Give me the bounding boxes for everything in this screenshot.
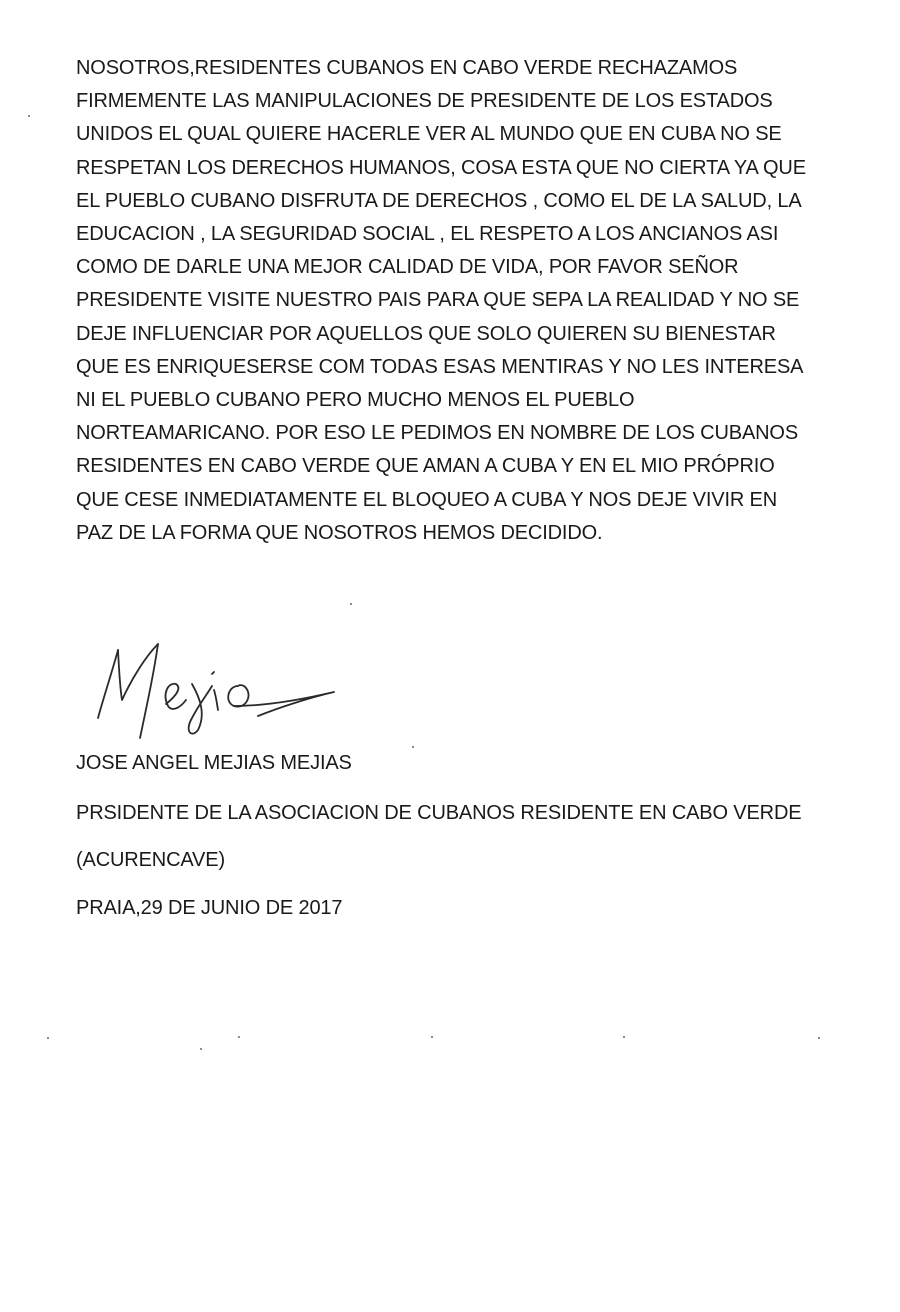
- letter-line: EL PUEBLO CUBANO DISFRUTA DE DERECHOS , COMO EL DE LA SALUD, LA: [76, 189, 802, 212]
- letter-line: FIRMEMENTE LAS MANIPULACIONES DE PRESIDENTE DE LOS ESTADOS: [76, 90, 773, 113]
- letter-line: RESIDENTES EN CABO VERDE QUE AMAN A CUBA Y EN EL MIO PRÓPRIO: [76, 455, 775, 478]
- scan-speck: [412, 746, 414, 748]
- place-and-date: PRAIA,29 DE JUNIO DE 2017: [76, 897, 343, 919]
- letter-line: COMO DE DARLE UNA MEJOR CALIDAD DE VIDA, POR FAVOR SEÑOR: [76, 256, 739, 279]
- letter-line: UNIDOS EL QUAL QUIERE HACERLE VER AL MUNDO QUE EN CUBA NO SE: [76, 123, 782, 146]
- scan-speck: [238, 1036, 240, 1038]
- letter-body: [76, 52, 866, 550]
- letter-line: DEJE INFLUENCIAR POR AQUELLOS QUE SOLO QUIEREN SU BIENESTAR: [76, 322, 776, 345]
- signatory-title: PRSIDENTE DE LA ASOCIACION DE CUBANOS RESIDENTE EN CABO VERDE: [76, 802, 802, 824]
- organization-acronym: (ACURENCAVE): [76, 849, 225, 871]
- letter-line: PAZ DE LA FORMA QUE NOSOTROS HEMOS DECIDIDO.: [76, 521, 603, 544]
- letter-line: EDUCACION , LA SEGURIDAD SOCIAL , EL RESPETO A LOS ANCIANOS ASI: [76, 223, 779, 246]
- letter-line: QUE CESE INMEDIATAMENTE EL BLOQUEO A CUBA Y NOS DEJE VIVIR EN: [76, 488, 778, 511]
- scan-speck: [818, 1037, 820, 1039]
- letter-line: RESPETAN LOS DERECHOS HUMANOS, COSA ESTA QUE NO CIERTA YA QUE: [76, 156, 806, 179]
- signatory-name: JOSE ANGEL MEJIAS MEJIAS: [76, 752, 352, 774]
- letter-line: PRESIDENTE VISITE NUESTRO PAIS PARA QUE SEPA LA REALIDAD Y NO SE: [76, 289, 800, 312]
- letter-line: NORTEAMARICANO. POR ESO LE PEDIMOS EN NOMBRE DE LOS CUBANOS: [76, 422, 799, 445]
- handwritten-signature: [88, 626, 348, 756]
- letter-line: QUE ES ENRIQUESERSE COM TODAS ESAS MENTIRAS Y NO LES INTERESA: [76, 355, 804, 378]
- letter-line: NOSOTROS,RESIDENTES CUBANOS EN CABO VERDE RECHAZAMOS: [76, 57, 738, 79]
- scan-speck: [200, 1048, 202, 1050]
- letter-line: NI EL PUEBLO CUBANO PERO MUCHO MENOS EL PUEBLO: [76, 389, 635, 412]
- scan-speck: [28, 115, 30, 117]
- scan-speck: [431, 1036, 433, 1038]
- scan-speck: [350, 603, 352, 605]
- scan-speck: [47, 1037, 49, 1039]
- scan-speck: [623, 1036, 625, 1038]
